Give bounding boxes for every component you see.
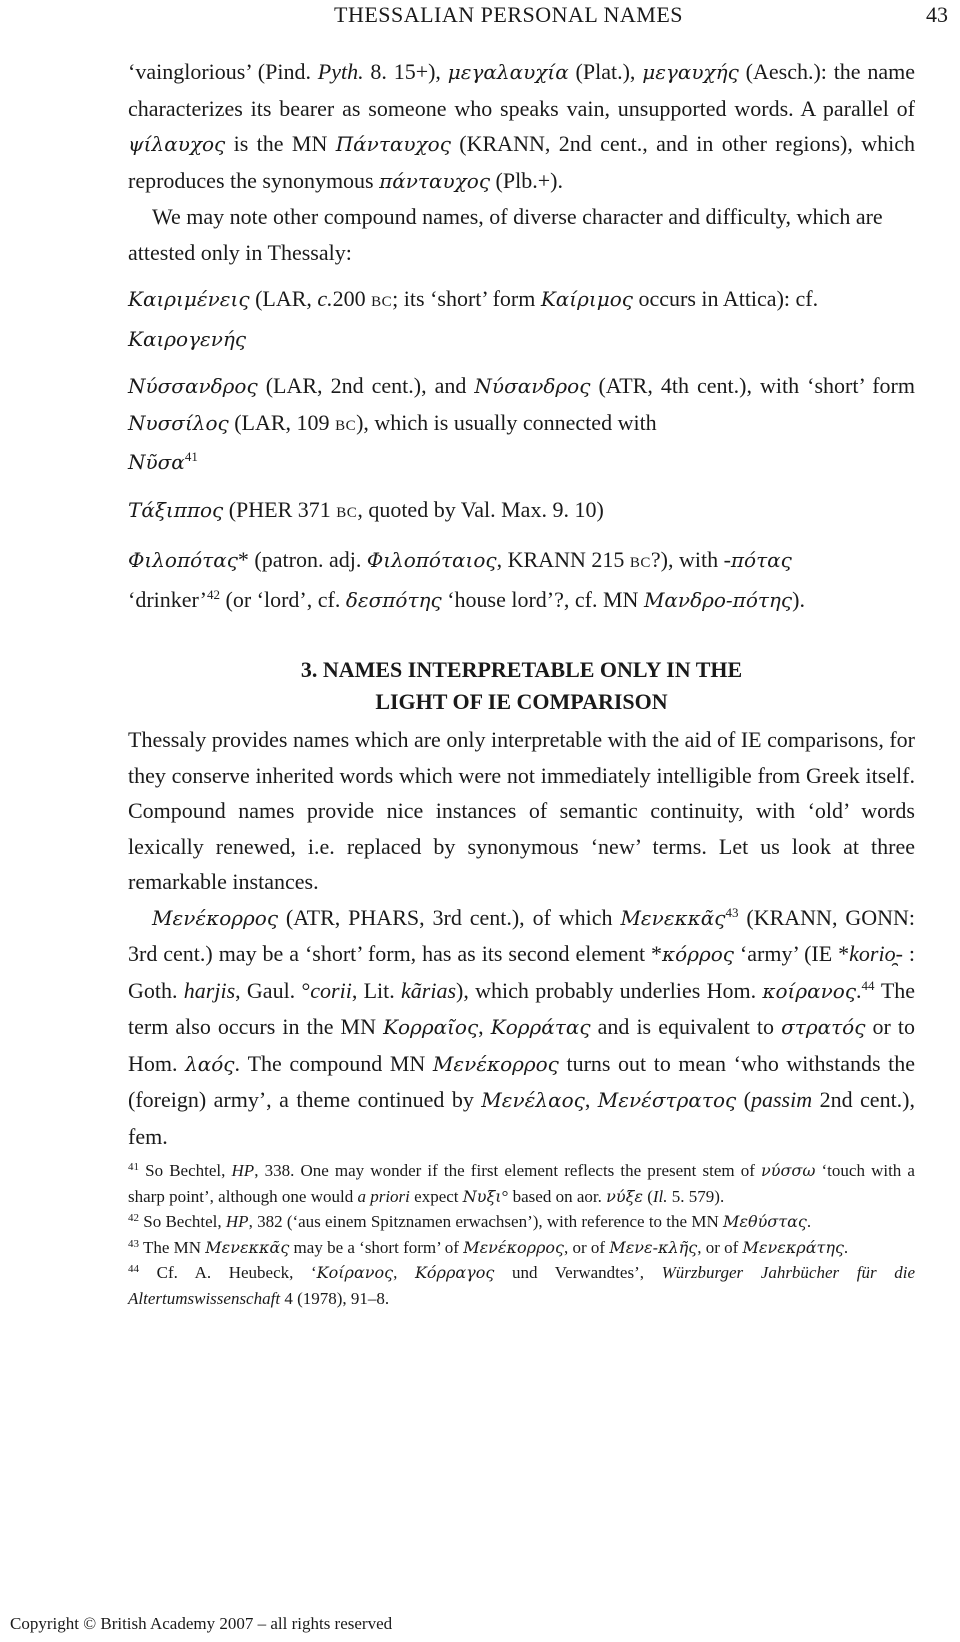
text: c. xyxy=(317,286,333,311)
greek-word: ψίλαυχος xyxy=(128,132,226,156)
copyright-footer: Copyright © British Academy 2007 – all rights reserved xyxy=(10,1614,393,1633)
text: (PHER 371 xyxy=(223,496,337,522)
text: . xyxy=(856,977,862,1003)
journal-title: Würzburger Jahrbücher für die Altertumswissenschaft xyxy=(128,1263,916,1308)
greek-name: Μενέκορρος xyxy=(432,1051,559,1076)
greek-name: Μενεκράτης xyxy=(742,1237,844,1257)
text: ° based on aor. xyxy=(501,1186,607,1206)
running-title: THESSALIAN PERSONAL NAMES xyxy=(334,2,684,27)
greek-word: πότας xyxy=(730,548,792,572)
section-heading xyxy=(128,654,915,718)
text: , quoted by Val. Max. 9. 10) xyxy=(357,496,604,522)
work-title: HP xyxy=(231,1161,255,1180)
text: (LAR, xyxy=(249,286,318,311)
text: ( xyxy=(642,1186,653,1206)
text: The term also occurs in the MN xyxy=(128,977,916,1039)
paragraph: Thessaly provides names which are only interpretable with the aid of IE comparisons, for they conserve inherited words which were not immediately intelligible from Greek itself. Compound names provide nice instances of semantic continuity, with ‘old’ words lexically renewed, i.e. replaced by synonymous ‘new’ terms. Let us look at three remarkable instances. xyxy=(128,727,915,894)
greek-name: Νύσανδρος xyxy=(474,374,591,398)
text: So Bechtel, xyxy=(139,1161,232,1180)
text: (KRANN, 2nd cent., and in other regions), which reproduces the synonymous xyxy=(128,131,915,193)
greek-word: μεγαλαυχία xyxy=(447,60,569,84)
work-title: Pyth. xyxy=(317,59,364,84)
text: ). xyxy=(792,586,805,612)
text: . xyxy=(843,1237,849,1257)
greek-word: Πάνταυχος xyxy=(335,132,451,156)
text: 5. 579). xyxy=(667,1186,725,1206)
text: 200 xyxy=(332,286,372,311)
text: a priori xyxy=(357,1186,410,1206)
text: 8. 15+), xyxy=(363,59,448,84)
footnote-ref[interactable]: 41 xyxy=(184,449,198,464)
text: (ATR, PHARS, 3rd cent.), of which xyxy=(278,904,621,930)
text: (ATR, 4th cent.), with ‘short’ form xyxy=(590,373,915,398)
text: expect xyxy=(409,1186,463,1206)
name-entry xyxy=(128,368,915,481)
text: . The compound MN xyxy=(234,1050,433,1076)
text: Cf. A. Heubeck, ‘ xyxy=(139,1263,317,1282)
text: , 338. One may wonder if the first element reflects the present stem of xyxy=(254,1161,762,1180)
greek-name: Μανδρο-πότης xyxy=(643,587,793,612)
work-title: HP xyxy=(225,1212,249,1231)
paragraph xyxy=(128,900,915,1155)
greek-name: Μενέλαος xyxy=(481,1088,585,1112)
text: ?), with - xyxy=(650,547,731,572)
greek-word: νύξε xyxy=(606,1186,643,1206)
text: occurs in Attica): cf. xyxy=(633,286,819,311)
era-label: BC xyxy=(335,417,357,434)
greek-word: λαός xyxy=(185,1051,235,1076)
era-label: BC xyxy=(336,504,358,521)
text: (or ‘lord’, cf. xyxy=(220,586,346,612)
text: , KRANN 215 xyxy=(496,547,630,572)
text: , or of xyxy=(564,1237,610,1257)
text: , Gaul. ° xyxy=(235,977,311,1003)
text: , xyxy=(393,1263,415,1282)
text: (Plat.), xyxy=(568,59,643,84)
footnote-ref[interactable]: 42 xyxy=(207,586,220,602)
greek-word: Νυξι xyxy=(462,1186,502,1206)
text: ‘army’ (IE * xyxy=(733,941,850,966)
footnote-number: 42 xyxy=(128,1212,139,1224)
text: may be a ‘short form’ of xyxy=(289,1237,464,1257)
text: ; its ‘short’ form xyxy=(392,286,541,311)
text: , or of xyxy=(697,1237,743,1257)
text: , xyxy=(584,1087,598,1112)
footnote-43 xyxy=(128,1235,915,1261)
greek-word: κοίρανος xyxy=(762,978,857,1003)
greek-word: στρατός xyxy=(781,1015,866,1039)
text: 4 (1978), 91–8. xyxy=(280,1288,390,1308)
greek-word: νύσσω xyxy=(761,1161,816,1180)
greek-name: Κορράτας xyxy=(490,1015,591,1039)
text: ‘drinker’ xyxy=(128,586,207,612)
text: (KRANN, GONN: 3rd cent.) may be a ‘short’ form, has as its second element * xyxy=(128,904,915,966)
text: (Plb.+). xyxy=(490,167,563,193)
greek-name: Καιρογενής xyxy=(128,326,247,351)
greek-name: Κοίρανος xyxy=(316,1263,394,1282)
greek-name: Μενέκορρος xyxy=(463,1237,564,1257)
footnotes xyxy=(128,1158,915,1311)
text: ), which is usually connected with xyxy=(356,409,657,435)
section-heading-line: 3. NAMES INTERPRETABLE ONLY IN THE xyxy=(300,657,743,682)
text: ( xyxy=(736,1087,751,1112)
text: 2nd cent.), fem. xyxy=(128,1087,916,1149)
text: und Verwandtes’, xyxy=(494,1263,662,1282)
greek-name: Κόρραγος xyxy=(414,1263,495,1282)
footnote-number: 41 xyxy=(128,1161,139,1173)
body-text xyxy=(128,54,915,618)
greek-word: δεσπότης xyxy=(345,587,442,612)
text: ), which probably underlies Hom. xyxy=(456,977,763,1003)
text: . xyxy=(806,1212,812,1231)
text: is the MN xyxy=(225,131,336,156)
text: So Bechtel, xyxy=(139,1212,226,1231)
greek-name: Μενεκκᾶς xyxy=(205,1237,290,1257)
greek-name: Τάξιππος xyxy=(128,497,224,522)
page-number: 43 xyxy=(926,2,948,27)
cognate-word: harjis xyxy=(183,977,236,1003)
section-body xyxy=(128,722,915,1154)
name-entry xyxy=(128,542,915,618)
greek-name: Νῦσα xyxy=(128,450,185,474)
footnote-42 xyxy=(128,1209,915,1235)
running-header xyxy=(0,2,960,36)
greek-word: κόρρος xyxy=(662,942,734,966)
work-title: Il. xyxy=(652,1186,668,1206)
text: ‘vainglorious’ (Pind. xyxy=(128,59,318,84)
greek-name: Μενέκορρος xyxy=(152,905,279,930)
greek-name: Φιλοπόταιος xyxy=(366,548,497,572)
cognate-word: kãrias xyxy=(401,977,457,1003)
text: : Goth. xyxy=(128,941,915,1003)
text: (LAR, 2nd cent.), and xyxy=(257,373,475,398)
cognate-word: corii xyxy=(310,977,352,1003)
text: (LAR, 109 xyxy=(228,409,336,435)
greek-name: Καίριμος xyxy=(540,287,633,311)
greek-name: Μενέστρατος xyxy=(597,1088,737,1112)
text: * (patron. adj. xyxy=(237,547,367,572)
name-entry xyxy=(128,492,915,532)
footnote-ref[interactable]: 44 xyxy=(861,977,875,993)
greek-word: πάνταυχος xyxy=(379,168,491,193)
era-label: BC xyxy=(629,555,651,571)
text: ‘house lord’?, cf. MN xyxy=(441,586,644,612)
paragraph: We may note other compound names, of diverse character and difficulty, which are attested only in Thessaly: xyxy=(128,204,883,265)
section-heading-line: LIGHT OF IE COMPARISON xyxy=(375,689,668,714)
greek-name: Καιριμένεις xyxy=(128,287,250,311)
footnote-ref[interactable]: 43 xyxy=(725,904,739,920)
text: , 382 (‘aus einem Spitznamen erwachsen’), with reference to the MN xyxy=(248,1212,723,1231)
text: and is equivalent to xyxy=(590,1014,782,1039)
footnote-number: 44 xyxy=(128,1263,139,1275)
footnote-number: 43 xyxy=(128,1237,139,1250)
paragraph xyxy=(128,54,915,199)
text: (Aesch.): the name characterizes its bearer as someone who speaks vain, unsupported words. A parallel of xyxy=(128,59,916,121)
text: or to Hom. xyxy=(128,1014,915,1076)
footnote-44 xyxy=(128,1260,915,1311)
greek-name: Μενεκκᾶς xyxy=(620,905,726,930)
text: turns out to mean ‘who withstands the (foreign) army’, a theme continued by xyxy=(128,1050,915,1112)
greek-name: Κορραῖος xyxy=(383,1015,479,1039)
text: passim xyxy=(750,1087,813,1112)
greek-name: Μεθύστας xyxy=(722,1212,807,1231)
text: , Lit. xyxy=(351,977,402,1003)
greek-name: Φιλοπότας xyxy=(128,548,238,572)
name-entry xyxy=(128,281,915,357)
greek-name: Νύσσανδρος xyxy=(128,374,258,398)
footnote-41 xyxy=(128,1158,915,1209)
reconstructed-form: korio̯- xyxy=(849,941,903,966)
greek-word: μεγαυχής xyxy=(642,60,739,84)
text: ‘touch with a sharp point’, although one would xyxy=(128,1161,915,1206)
greek-name: Μενε-κλῆς xyxy=(609,1237,698,1257)
era-label: BC xyxy=(371,294,393,310)
text: , xyxy=(478,1014,491,1039)
text: The MN xyxy=(139,1237,206,1257)
greek-name: Νυσσίλος xyxy=(128,410,229,435)
